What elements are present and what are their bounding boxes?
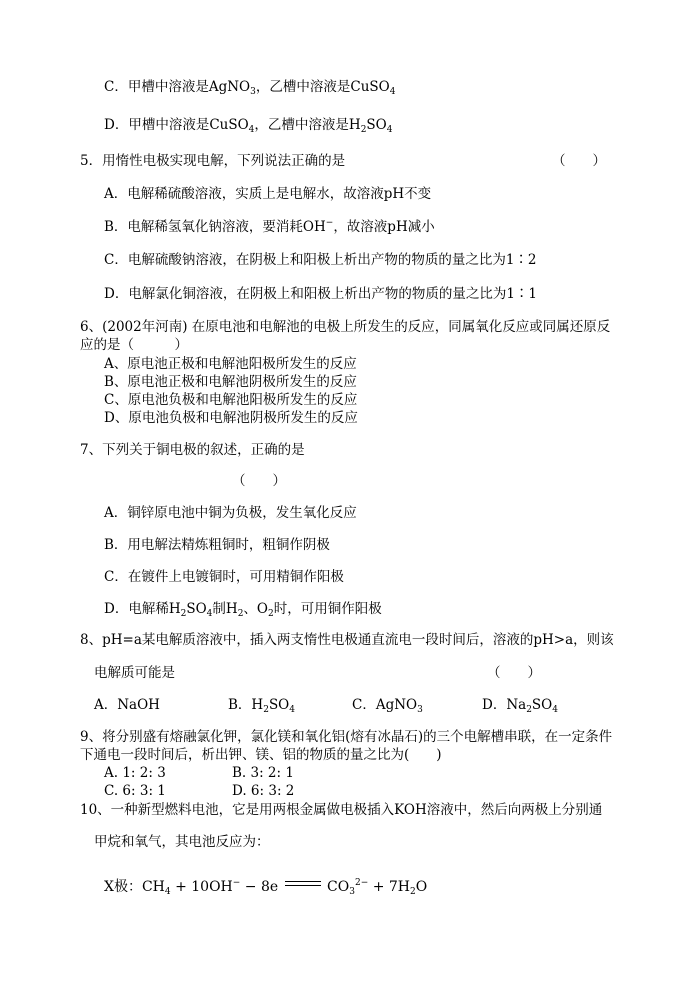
q6-stem-line2: 应的是（ ）	[80, 337, 188, 353]
q5-stem: 5．用惰性电极实现电解，下列说法正确的是	[80, 153, 346, 169]
q6-stem-line1: 6、(2002年河南) 在原电池和电解池的电极上所发生的反应，同属氧化反应或同属还原反	[80, 319, 611, 335]
q8-option-a: A．NaOH	[94, 697, 160, 713]
q8-option-b: B．$H_2SO_4$	[228, 697, 295, 715]
q6-option-c: C、原电池负极和电解池阳极所发生的反应	[104, 392, 358, 408]
q8-option-c: C．AgNO$_3$	[352, 697, 423, 715]
q4-option-d: D．甲槽中溶液是CuSO$_4$，乙槽中溶液是$H_2SO_4$	[104, 117, 393, 135]
q9-stem-line1: 9、将分别盛有熔融氯化钾，氯化镁和氧化铝(熔有冰晶石)的三个电解槽串联，在一定条件	[80, 729, 613, 745]
q9-option-a: A. 1: 2: 3	[104, 765, 166, 781]
q7-stem: 7、下列关于铜电极的叙述，正确的是	[80, 442, 305, 458]
q8-stem-line2: 电解质可能是	[94, 665, 175, 681]
q5-option-c: C．电解硫酸钠溶液，在阴极上和阳极上析出产物的物质的量之比为1∶2	[104, 252, 537, 268]
q6-option-d: D、原电池负极和电解池阴极所发生的反应	[104, 410, 358, 426]
q7-option-d: D．电解稀$H_2SO_4$制$H_2$、$O_2$时，可用铜作阳极	[104, 601, 382, 619]
q6-option-a: A、原电池正极和电解池阳极所发生的反应	[104, 356, 357, 372]
q8-answer-paren: （ ）	[487, 665, 541, 681]
q8-option-d: D．$Na_2SO_4$	[482, 697, 558, 715]
q9-stem-line2: 下通电一段时间后，析出钾、镁、铝的物质的量之比为( )	[80, 747, 442, 763]
q7-option-a: A．铜锌原电池中铜为负极，发生氧化反应	[104, 505, 357, 521]
q10-equation-x: X极：$CH_4 + 10OH^- - 8e$ $CO_3^{2-} + 7H_2O$	[104, 878, 428, 897]
q8-stem-line1: 8、pH=a某电解质溶液中，插入两支惰性电极通直流电一段时间后，溶液的pH>a，则该	[80, 632, 614, 648]
q5-answer-paren: （ ）	[552, 153, 606, 169]
q6-option-b: B、原电池正极和电解池阴极所发生的反应	[104, 374, 357, 390]
q7-answer-paren: （ ）	[232, 473, 286, 489]
q10-stem-line2: 甲烷和氧气，其电池反应为：	[94, 834, 270, 850]
q5-option-d: D．电解氯化铜溶液，在阴极上和阳极上析出产物的物质的量之比为1∶1	[104, 286, 538, 302]
equals-double-bar	[283, 879, 323, 889]
q9-option-b: B. 3: 2: 1	[232, 765, 294, 781]
q7-option-c: C．在镀件上电镀铜时，可用精铜作阳极	[104, 569, 344, 585]
q5-option-b: B．电解稀氢氧化钠溶液，要消耗OH−，故溶液pH减小	[104, 218, 435, 235]
q5-option-a: A．电解稀硫酸溶液，实质上是电解水，故溶液pH不变	[104, 186, 432, 202]
q9-option-d: D. 6: 3: 2	[232, 783, 295, 799]
q7-option-b: B．用电解法精炼粗铜时，粗铜作阴极	[104, 537, 330, 553]
q10-stem-line1: 10、一种新型燃料电池，它是用两根金属做电极插入KOH溶液中，然后向两极上分别通	[80, 802, 603, 818]
q9-option-c: C. 6: 3: 1	[104, 783, 166, 799]
q4-option-c: C．甲槽中溶液是AgNO$_3$，乙槽中溶液是CuSO$_4$	[104, 79, 396, 97]
